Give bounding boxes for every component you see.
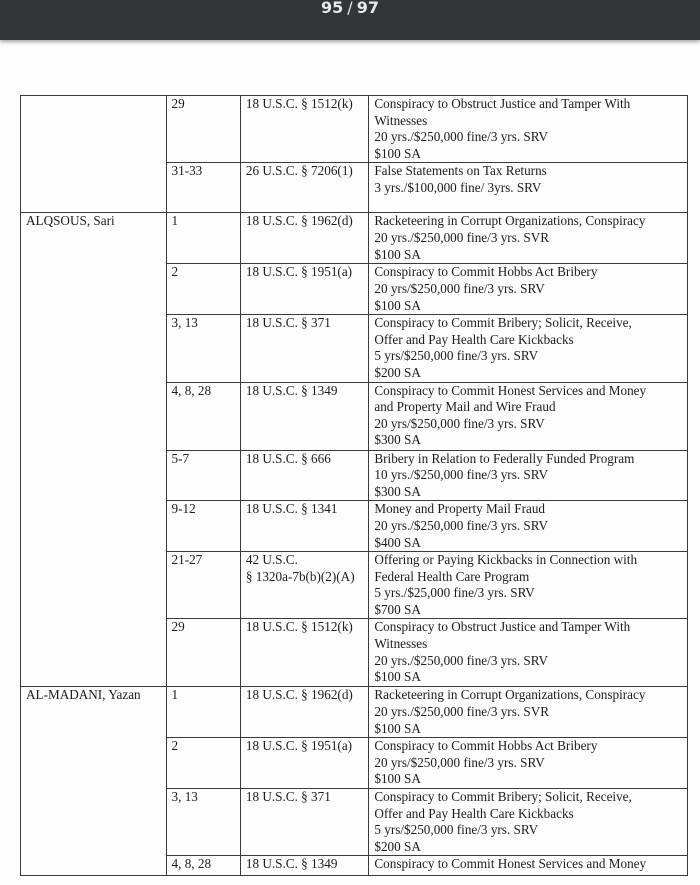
penalty-line: 5 yrs./$25,000 fine/3 yrs. SRV — [374, 585, 535, 601]
statute-cell — [240, 264, 369, 315]
description-cell — [369, 382, 688, 450]
counts-cell — [166, 552, 240, 619]
offense-description: Racketeering in Corrupt Organizations, Conspiracy — [374, 213, 646, 229]
penalty-line: $100 SA — [374, 246, 421, 262]
penalty-line: 20 yrs/$250,000 fine/3 yrs. SRV — [374, 415, 545, 431]
offense-description: Conspiracy to Commit Hobbs Act Bribery — [374, 264, 598, 280]
penalty-line: Federal Health Care Program — [374, 568, 530, 584]
statute-cell — [240, 687, 369, 738]
statute-text: 18 U.S.C. § 1341 — [245, 501, 338, 517]
penalty-line: 5 yrs/$250,000 fine/3 yrs. SRV — [374, 348, 539, 364]
counts-text: 3, 13 — [171, 789, 198, 805]
counts-cell — [166, 163, 240, 213]
statute-text: 26 U.S.C. § 7206(1) — [245, 163, 353, 179]
statute-cell — [240, 450, 369, 501]
description-cell — [369, 501, 688, 552]
offense-description: Conspiracy to Commit Honest Services and Money — [374, 856, 647, 872]
counts-cell — [166, 687, 240, 738]
statute-cell — [240, 856, 369, 876]
penalty-line: Offer and Pay Health Care Kickbacks — [374, 805, 574, 821]
penalty-line: $100 SA — [374, 297, 421, 313]
statute-text: 18 U.S.C. § 1349 — [245, 382, 338, 398]
description-cell — [369, 264, 688, 315]
statute-text: § 1320a-7b(b)(2)(A) — [245, 568, 355, 584]
counts-text: 1 — [171, 687, 179, 703]
penalty-line: $300 SA — [374, 483, 421, 499]
description-cell — [369, 96, 688, 163]
description-cell — [369, 552, 688, 619]
penalty-line: 10 yrs./$250,000 fine/3 yrs. SRV — [374, 467, 549, 483]
counts-cell — [166, 382, 240, 450]
counts-text: 31-33 — [171, 163, 203, 179]
statute-text: 18 U.S.C. § 371 — [245, 315, 331, 331]
statute-text: 42 U.S.C. — [245, 552, 298, 568]
statute-cell — [240, 213, 369, 264]
penalty-line: $100 SA — [374, 720, 421, 736]
penalty-line: 20 yrs/$250,000 fine/3 yrs. SRV — [374, 280, 545, 296]
penalty-line: $100 SA — [374, 771, 421, 787]
page-indicator — [0, 0, 700, 18]
offense-description: Conspiracy to Obstruct Justice and Tamper With — [374, 619, 631, 635]
penalty-line: $300 SA — [374, 432, 421, 448]
penalty-line: $200 SA — [374, 364, 421, 380]
offense-description: Conspiracy to Commit Bribery; Solicit, Receive, — [374, 789, 632, 805]
table-row — [21, 213, 688, 264]
counts-cell — [166, 450, 240, 501]
counts-cell — [166, 856, 240, 876]
description-cell — [369, 619, 688, 687]
statute-text: 18 U.S.C. § 1962(d) — [245, 213, 353, 229]
counts-cell — [166, 264, 240, 315]
penalty-line: Witnesses — [374, 636, 428, 652]
counts-cell — [166, 213, 240, 264]
description-cell — [369, 687, 688, 738]
statute-cell — [240, 163, 369, 213]
offense-description: Racketeering in Corrupt Organizations, Conspiracy — [374, 687, 646, 703]
counts-text: 4, 8, 28 — [171, 382, 212, 398]
counts-text: 9-12 — [171, 501, 196, 517]
description-cell — [369, 163, 688, 213]
counts-text: 2 — [171, 738, 179, 754]
penalty-line: and Property Mail and Wire Fraud — [374, 399, 556, 415]
penalty-line: $100 SA — [374, 145, 421, 161]
offense-description: Conspiracy to Commit Bribery; Solicit, Receive, — [374, 315, 632, 331]
offense-description: Conspiracy to Commit Honest Services and Money — [374, 382, 647, 398]
statute-text: 18 U.S.C. § 371 — [245, 789, 331, 805]
penalty-line: Offer and Pay Health Care Kickbacks — [374, 331, 574, 347]
statute-text: 18 U.S.C. § 1349 — [245, 856, 338, 872]
description-cell — [369, 213, 688, 264]
penalty-line: 20 yrs./$250,000 fine/3 yrs. SRV — [374, 129, 549, 145]
penalty-line: $400 SA — [374, 534, 421, 550]
statute-cell — [240, 501, 369, 552]
penalty-line: $700 SA — [374, 601, 421, 617]
counts-cell — [166, 96, 240, 163]
penalty-line: $100 SA — [374, 669, 421, 685]
offense-description: Offering or Paying Kickbacks in Connection with — [374, 552, 638, 568]
total-pages: 97 — [356, 0, 379, 17]
defendant-name: ALQSOUS, Sari — [26, 213, 115, 229]
counts-cell — [166, 789, 240, 856]
statute-text: 18 U.S.C. § 1951(a) — [245, 738, 353, 754]
counts-text: 21-27 — [171, 552, 203, 568]
statute-text: 18 U.S.C. § 1512(k) — [245, 96, 353, 111]
statute-text: 18 U.S.C. § 666 — [245, 450, 331, 466]
description-cell — [369, 856, 688, 876]
description-cell — [369, 315, 688, 382]
statute-cell — [240, 315, 369, 382]
offense-description: Bribery in Relation to Federally Funded Program — [374, 450, 635, 466]
counts-text: 2 — [171, 264, 179, 280]
counts-text: 5-7 — [171, 450, 190, 466]
penalty-line: $200 SA — [374, 838, 421, 854]
description-cell — [369, 450, 688, 501]
counts-cell — [166, 501, 240, 552]
statute-cell — [240, 382, 369, 450]
statute-cell — [240, 552, 369, 619]
description-cell — [369, 738, 688, 789]
charges-table — [20, 95, 688, 876]
statute-text: 18 U.S.C. § 1962(d) — [245, 687, 353, 703]
table-row — [21, 687, 688, 738]
statute-cell — [240, 96, 369, 163]
counts-cell — [166, 619, 240, 687]
defendant-name: AL-MADANI, Yazan — [26, 687, 141, 703]
counts-cell — [166, 738, 240, 789]
statute-cell — [240, 789, 369, 856]
penalty-line: 3 yrs./$100,000 fine/ 3yrs. SRV — [374, 179, 542, 195]
counts-text: 29 — [171, 619, 185, 635]
counts-text: 4, 8, 28 — [171, 856, 212, 872]
statute-cell — [240, 619, 369, 687]
penalty-line: 20 yrs./$250,000 fine/3 yrs. SVR — [374, 704, 550, 720]
counts-text: 29 — [171, 96, 185, 111]
document-page — [0, 40, 700, 885]
statute-text: 18 U.S.C. § 1512(k) — [245, 619, 353, 635]
table-row — [21, 96, 688, 163]
offense-description: False Statements on Tax Returns — [374, 163, 547, 179]
defendant-cell — [21, 96, 167, 213]
description-cell — [369, 789, 688, 856]
pdf-viewer-toolbar — [0, 0, 700, 40]
penalty-line: 5 yrs/$250,000 fine/3 yrs. SRV — [374, 822, 539, 838]
penalty-line: 20 yrs./$250,000 fine/3 yrs. SVR — [374, 229, 550, 245]
penalty-line: 20 yrs./$250,000 fine/3 yrs. SRV — [374, 652, 549, 668]
offense-description: Conspiracy to Obstruct Justice and Tamper With — [374, 96, 631, 111]
defendant-cell — [21, 687, 167, 876]
offense-description: Money and Property Mail Fraud — [374, 501, 546, 517]
penalty-line: 20 yrs./$250,000 fine/3 yrs. SRV — [374, 517, 549, 533]
defendant-cell — [21, 213, 167, 687]
counts-cell — [166, 315, 240, 382]
current-page-number[interactable]: 95 — [321, 0, 344, 17]
counts-text: 1 — [171, 213, 179, 229]
counts-text: 3, 13 — [171, 315, 198, 331]
offense-description: Conspiracy to Commit Hobbs Act Bribery — [374, 738, 598, 754]
penalty-line: Witnesses — [374, 112, 428, 128]
statute-cell — [240, 738, 369, 789]
statute-text: 18 U.S.C. § 1951(a) — [245, 264, 353, 280]
penalty-line: 20 yrs/$250,000 fine/3 yrs. SRV — [374, 754, 545, 770]
page-separator: / — [347, 0, 353, 17]
